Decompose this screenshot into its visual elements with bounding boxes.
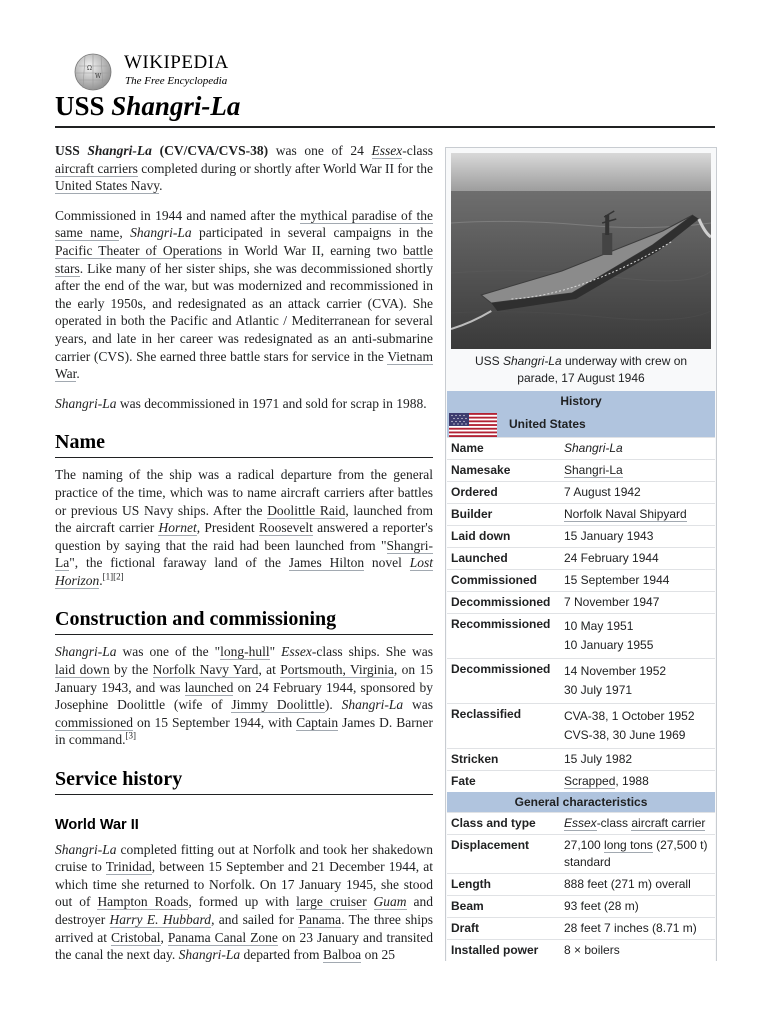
- text: , launched from the aircraft carrier: [55, 502, 433, 536]
- text: on 24 February 1944, sponsored by Josephine Doolittle (wife of: [55, 679, 433, 713]
- link-large-cruiser[interactable]: large cruiser: [296, 894, 367, 910]
- ship-name: Shangri-La: [130, 225, 192, 241]
- infobox-label: Length: [451, 877, 491, 891]
- infobox-value: [560, 704, 715, 748]
- text: The naming of the ship was a radical departure from the general practice of the time, which was to name aircraft carriers after battles or previous US Navy ships. After the: [55, 467, 433, 518]
- link-text: Harry E. Hubbard: [109, 912, 212, 927]
- infobox-value: [560, 438, 715, 459]
- link-text: Hornet: [158, 520, 197, 536]
- infobox-value: 7 November 1947: [564, 595, 660, 609]
- reference-link[interactable]: [1][2]: [102, 571, 124, 582]
- text: , on 15 January 1943, and was: [55, 662, 433, 695]
- link-jimmy-doolittle[interactable]: Jimmy Doolittle: [231, 697, 325, 713]
- text: -class: [596, 816, 632, 830]
- article-body: [55, 142, 433, 976]
- infobox-label: Builder: [451, 507, 493, 521]
- infobox-row-decommissioned-2: [447, 658, 715, 703]
- text: ", the fictional faraway land of the: [69, 555, 289, 571]
- text: James D. Barner in command.: [55, 714, 433, 748]
- infobox-label: Reclassified: [451, 707, 522, 721]
- link-balboa[interactable]: Balboa: [322, 947, 362, 963]
- infobox-row-name: [447, 437, 715, 459]
- wikipedia-logo[interactable]: [70, 50, 270, 94]
- subsection-heading-world-war-ii: World War II: [55, 817, 139, 834]
- link-aircraft-carriers[interactable]: aircraft carriers: [55, 160, 138, 176]
- link-panama[interactable]: Panama: [298, 912, 342, 927]
- link-long-tons[interactable]: long tons: [604, 838, 653, 852]
- infobox-row-beam: [447, 895, 715, 917]
- text: was: [403, 697, 433, 713]
- text: , President: [196, 520, 259, 536]
- infobox-label: Launched: [451, 551, 508, 565]
- link-launched[interactable]: launched: [184, 679, 234, 695]
- text: was one of 24: [268, 143, 372, 158]
- ship-photo[interactable]: [451, 153, 711, 349]
- link-norfolk-navy-yard[interactable]: Norfolk Navy Yard: [152, 662, 259, 678]
- text: was one of the ": [116, 644, 221, 660]
- infobox-row-commissioned: [447, 569, 715, 591]
- link-cristobal[interactable]: Cristobal: [111, 929, 161, 945]
- link-james-hilton[interactable]: James Hilton: [288, 555, 365, 571]
- value-line: 10 May 1951: [564, 619, 634, 633]
- infobox-label: Decommissioned: [451, 662, 551, 676]
- infobox-row-length: [447, 873, 715, 895]
- infobox: [445, 147, 717, 961]
- infobox-value: 888 feet (271 m) overall: [564, 877, 691, 891]
- value-line: 10 January 1955: [564, 638, 654, 652]
- text: .: [99, 572, 103, 588]
- value-line: CVS-38, 30 June 1969: [564, 728, 686, 742]
- text: by the: [109, 662, 153, 678]
- text: in World War II, earning two: [222, 242, 404, 258]
- link-united-states-navy[interactable]: United States Navy: [55, 178, 160, 194]
- link-scrapped[interactable]: Scrapped: [564, 774, 616, 788]
- infobox-label: Beam: [451, 899, 484, 913]
- infobox-label: Namesake: [451, 463, 511, 477]
- link-mythical-paradise[interactable]: mythical paradise of the same name: [55, 207, 434, 241]
- text: and destroyer: [55, 894, 434, 927]
- ship-name: Shangri-La: [55, 395, 117, 411]
- text: was decommissioned in 1971 and sold for scrap in 1988.: [116, 395, 427, 411]
- link-shangri-la-fiction[interactable]: Shangri-La: [55, 537, 433, 571]
- infobox-label: Ordered: [451, 485, 498, 499]
- infobox-row-class: [447, 812, 715, 834]
- text: [367, 894, 374, 909]
- link-essex-class[interactable]: [564, 816, 597, 831]
- link-trinidad[interactable]: Trinidad: [105, 859, 152, 875]
- ship-name: Shangri-La: [178, 947, 241, 963]
- infobox-label: Draft: [451, 921, 480, 935]
- svg-text:Ω: Ω: [87, 65, 92, 72]
- infobox-value: 28 feet 7 inches (8.71 m): [564, 921, 697, 935]
- infobox-value: [560, 771, 715, 792]
- infobox-history-header: History: [447, 391, 715, 411]
- infobox-row-draft: [447, 917, 715, 939]
- infobox-value: [560, 659, 715, 703]
- title-prefix: USS: [55, 91, 112, 121]
- lead-bold-title: [55, 143, 268, 158]
- svg-text:W: W: [95, 73, 102, 80]
- text: ,: [119, 225, 131, 241]
- ship-name: Shangri-La: [502, 354, 562, 368]
- infobox-value: 15 July 1982: [564, 752, 633, 766]
- us-flag-icon[interactable]: [449, 413, 497, 437]
- text: ": [269, 644, 282, 660]
- text: USS: [474, 354, 503, 368]
- text: participated in several campaigns in the: [191, 225, 433, 241]
- infobox-row-launched: [447, 547, 715, 569]
- link-pacific-theater[interactable]: Pacific Theater of Operations: [55, 242, 223, 258]
- infobox-value: [560, 614, 715, 658]
- infobox-label: Commissioned: [451, 573, 538, 587]
- text: 27,100: [564, 838, 605, 852]
- title-ship-name: Shangri-La: [111, 91, 241, 121]
- world-war-ii-paragraph: [55, 841, 433, 964]
- infobox-value: [560, 835, 715, 873]
- text: completed fitting out at Norfolk and took her shakedown cruise to: [55, 841, 433, 875]
- text: , formed up with: [188, 894, 297, 910]
- lead-bold-name: Shangri-La: [87, 143, 152, 158]
- reference-link[interactable]: [3]: [125, 730, 136, 741]
- link-vietnam-war[interactable]: Vietnam War: [55, 348, 433, 382]
- wikipedia-wordmark: WIKIPEDIA: [124, 52, 229, 73]
- infobox-label: Laid down: [451, 529, 511, 543]
- link-text: Lost Horizon: [55, 555, 433, 588]
- infobox-value: 15 January 1943: [564, 529, 654, 543]
- link-captain[interactable]: Captain: [296, 714, 339, 730]
- title-divider: [55, 126, 715, 128]
- link-hampton-roads[interactable]: Hampton Roads: [97, 894, 189, 910]
- text: . Like many of her sister ships, she was decommissioned shortly after the end of the war, but was modernized and recommissioned in the early 1950s, and redesignated as an attack carrier (CVA). She operated in both the Pacific and Atlantic / Mediterranean for several years, and late in her career was redesignated as an anti-submarine carrier (CVS). She earned three battle stars for service in the: [55, 260, 433, 364]
- link-builder[interactable]: Norfolk Naval Shipyard: [564, 507, 687, 521]
- infobox-row-builder: [447, 503, 715, 525]
- value-line: 14 November 1952: [564, 664, 667, 678]
- lead-paragraph-1: [55, 142, 433, 195]
- text: answered a reporter's question by saying that the raid had been launched from ": [55, 520, 433, 553]
- infobox-row-ordered: [447, 481, 715, 503]
- ship-name: Shangri-La: [55, 841, 117, 857]
- infobox-value: 93 feet (28 m): [564, 899, 639, 913]
- infobox-row-recommissioned: [447, 613, 715, 658]
- link-laid-down[interactable]: laid down: [55, 662, 110, 678]
- text: -class ships. She was: [311, 644, 433, 660]
- infobox-row-reclassified: [447, 703, 715, 748]
- text: .: [159, 178, 163, 194]
- link-essex[interactable]: [372, 143, 403, 159]
- link-long-hull[interactable]: long-hull: [220, 644, 270, 660]
- name-paragraph: [55, 466, 433, 589]
- page-title: [55, 89, 240, 123]
- link-text: Essex: [564, 816, 597, 830]
- text: on 23 January and transited the canal the next day.: [55, 929, 434, 963]
- infobox-value: 15 September 1944: [564, 573, 670, 587]
- infobox-label: Installed power: [451, 943, 539, 957]
- section-heading-name: Name: [55, 430, 433, 458]
- link-hornet[interactable]: [158, 520, 196, 536]
- link-harry-e-hubbard[interactable]: [110, 912, 212, 928]
- lead-bold-suffix: (CV/CVA/CVS-38): [151, 143, 269, 158]
- infobox-label: Name: [451, 441, 484, 455]
- text: completed during or shortly after World War II for the: [137, 160, 433, 176]
- text: departed from: [240, 947, 323, 963]
- link-roosevelt[interactable]: Roosevelt: [258, 520, 313, 536]
- ship-name: Shangri-La: [55, 644, 117, 660]
- text: (27,500 t) standard: [564, 838, 708, 869]
- text: . The three ships arrived at: [55, 912, 433, 945]
- infobox-row-fate: [447, 770, 715, 792]
- section-heading-construction: Construction and commissioning: [55, 607, 433, 635]
- link-namesake[interactable]: Shangri-La: [564, 463, 623, 477]
- class-name: Essex: [281, 644, 312, 660]
- infobox-value: 8 × boilers: [564, 943, 620, 957]
- wikipedia-globe-icon: [70, 52, 116, 92]
- photo-caption: [446, 349, 716, 391]
- lead-bold-prefix: USS: [55, 143, 88, 158]
- text: , at: [258, 662, 281, 678]
- value-line: 30 July 1971: [564, 683, 633, 697]
- value-text: Shangri-La: [564, 441, 623, 455]
- infobox-label: Class and type: [451, 816, 536, 830]
- text: Commissioned in 1944 and named after the: [55, 207, 301, 223]
- text: ).: [324, 697, 342, 713]
- text: on 15 September 1944, with: [133, 714, 297, 730]
- infobox-value: 7 August 1942: [564, 485, 641, 499]
- link-portsmouth-virginia[interactable]: Portsmouth, Virginia: [280, 662, 394, 678]
- infobox-value: [560, 460, 715, 481]
- infobox-value: 24 February 1944: [564, 551, 659, 565]
- text: underway with crew on parade, 17 August 1946: [517, 354, 688, 385]
- wikipedia-tagline: The Free Encyclopedia: [125, 75, 228, 87]
- infobox-label: Stricken: [451, 752, 499, 766]
- ship-name: Shangri-La: [341, 697, 404, 713]
- ship-photo-image: [451, 153, 711, 349]
- lead-paragraph-2: [55, 207, 433, 383]
- infobox-label: Recommissioned: [451, 617, 551, 631]
- link-panama-canal-zone[interactable]: Panama Canal Zone: [167, 929, 278, 945]
- infobox-row-installed-power: [447, 939, 715, 961]
- text: -class: [402, 143, 433, 158]
- infobox-label: Fate: [451, 774, 476, 788]
- section-heading-service-history: Service history: [55, 767, 433, 795]
- lead-paragraph-3: [55, 395, 433, 413]
- text: , between 15 September and 21 December 1944, at which time she returned to Norfolk. On 17 January 1945, she stood out of: [55, 859, 433, 910]
- infobox-row-decommissioned: [447, 591, 715, 613]
- link-commissioned[interactable]: commissioned: [55, 714, 133, 730]
- infobox-general-header: General characteristics: [447, 792, 715, 812]
- infobox-row-stricken: [447, 748, 715, 770]
- text: novel: [364, 555, 410, 571]
- link-text: Essex: [371, 143, 403, 158]
- link-aircraft-carrier[interactable]: aircraft carrier: [631, 816, 706, 830]
- text: , 1988: [615, 774, 649, 788]
- infobox-label: Displacement: [451, 838, 530, 852]
- infobox-value: [560, 813, 715, 834]
- infobox-country-name: United States: [509, 417, 586, 431]
- text: ,: [160, 929, 168, 945]
- text: on 25: [361, 947, 395, 963]
- infobox-value: [560, 504, 715, 525]
- infobox-label: Decommissioned: [451, 595, 551, 609]
- link-battle-stars[interactable]: battle stars: [55, 242, 434, 276]
- text: , and sailed for: [211, 912, 299, 927]
- value-line: CVA-38, 1 October 1952: [564, 709, 695, 723]
- construction-paragraph: [55, 643, 433, 749]
- infobox-row-laid-down: [447, 525, 715, 547]
- link-text: Guam: [373, 894, 407, 910]
- infobox-country-row: [447, 411, 715, 437]
- text: .: [76, 366, 80, 382]
- link-doolittle-raid[interactable]: Doolittle Raid: [267, 502, 346, 518]
- infobox-row-namesake: [447, 459, 715, 481]
- infobox-row-displacement: [447, 834, 715, 873]
- link-guam[interactable]: [374, 894, 407, 910]
